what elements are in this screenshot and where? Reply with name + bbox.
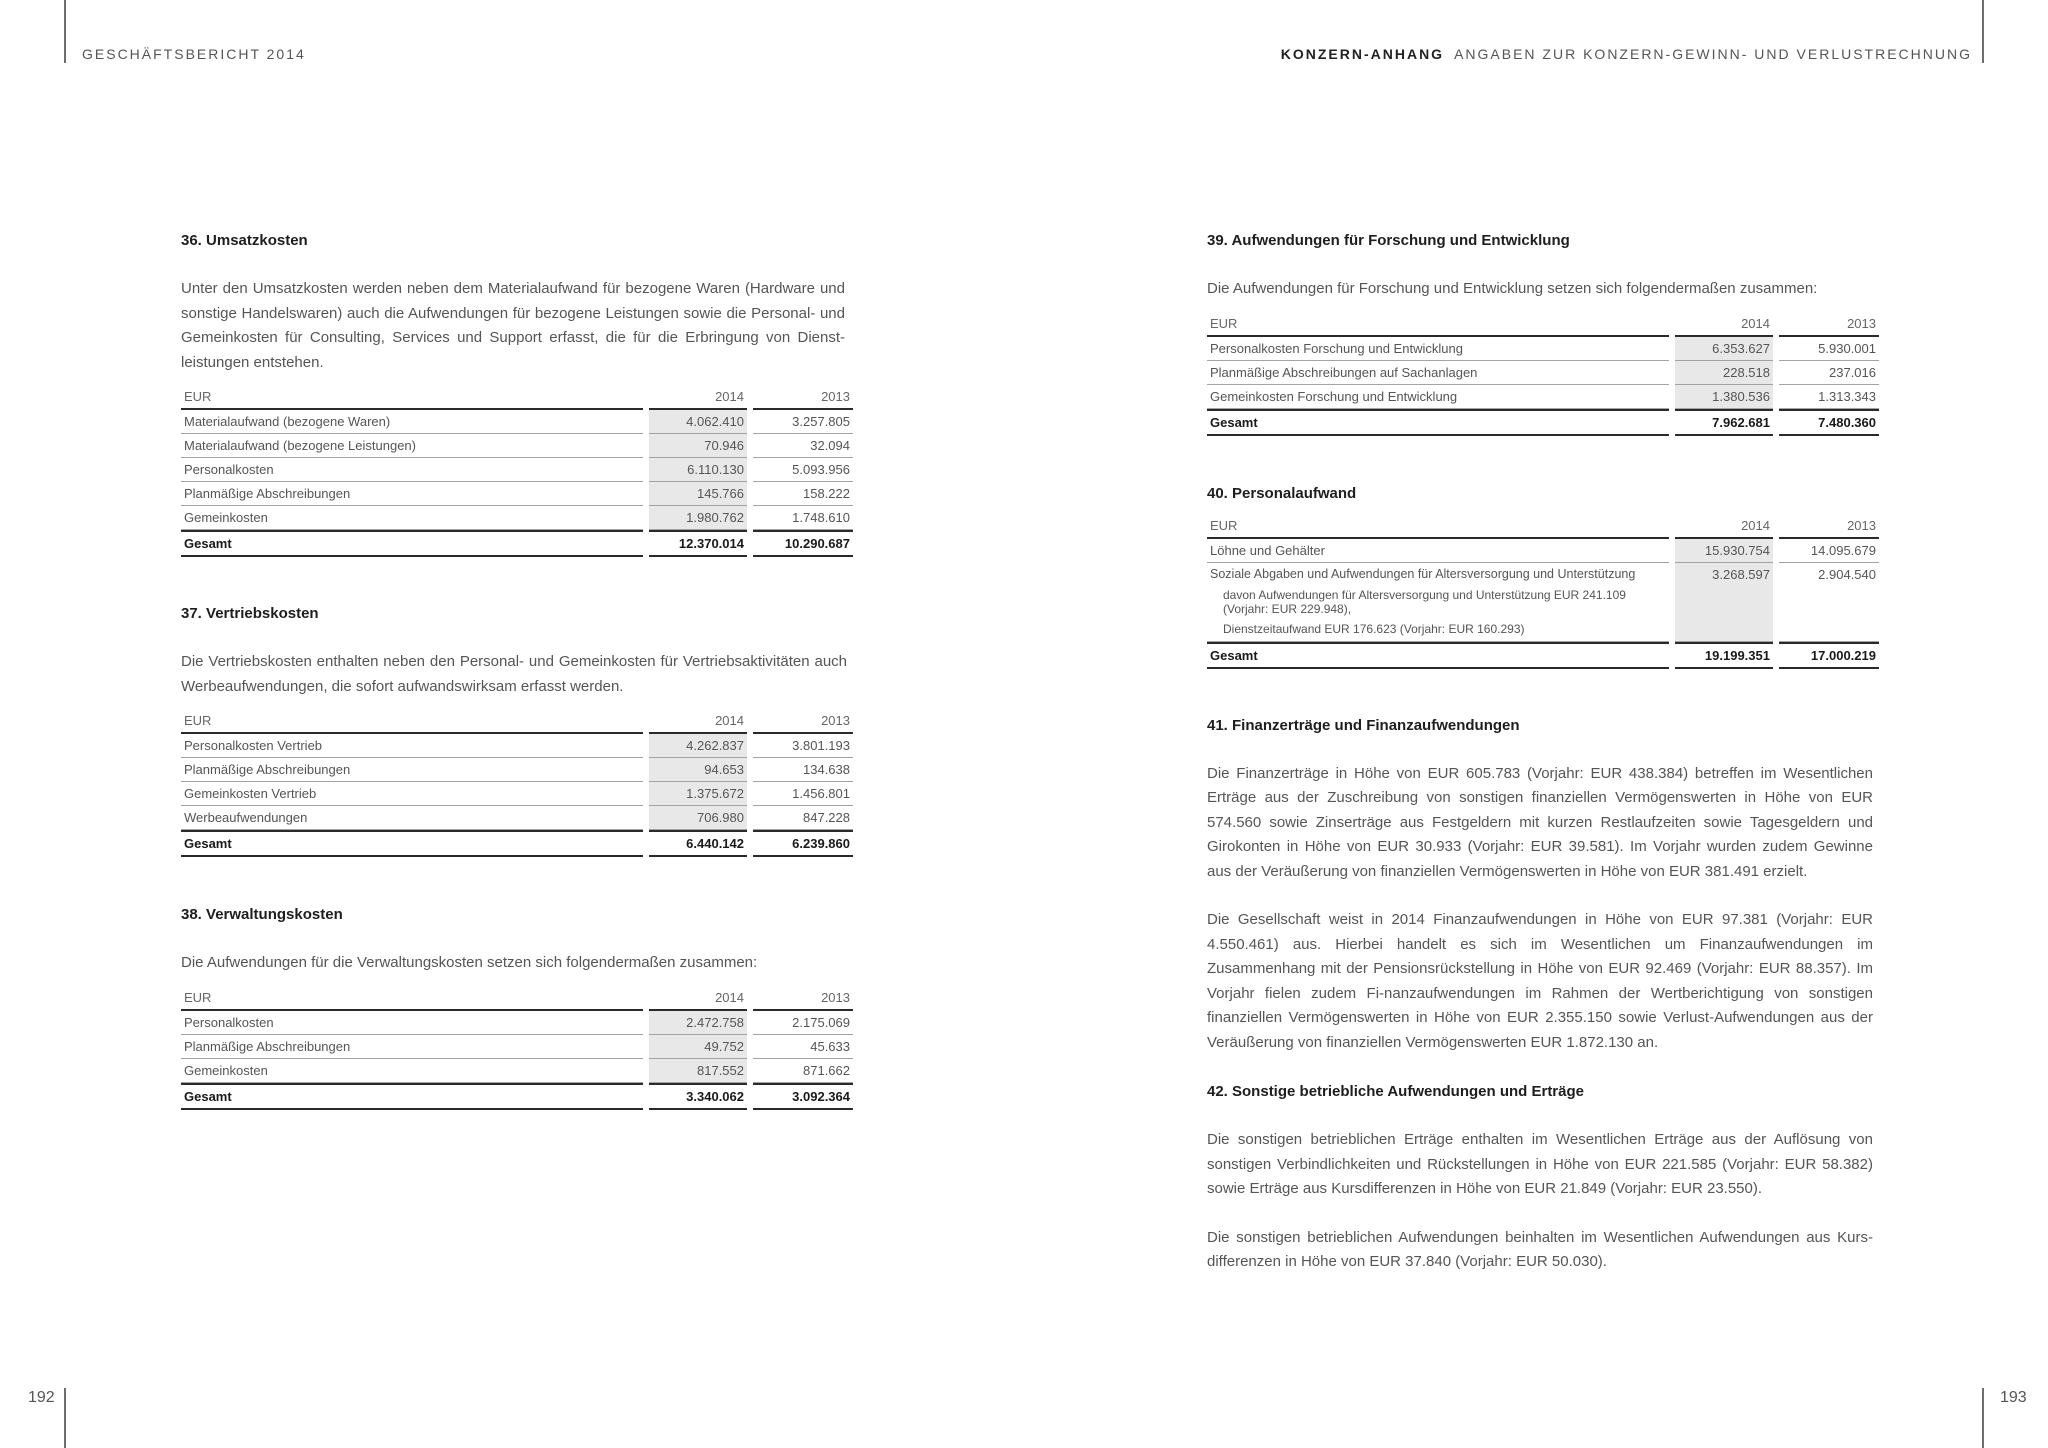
row-label: Personalkosten bbox=[181, 458, 643, 482]
value-2014: 145.766 bbox=[649, 482, 747, 506]
section-36-title: 36. Umsatzkosten bbox=[181, 232, 308, 249]
running-header-left: GESCHÄFTSBERICHT 2014 bbox=[82, 46, 306, 62]
table-total-row bbox=[181, 530, 853, 557]
table-row bbox=[1207, 563, 1879, 586]
table-row bbox=[181, 410, 853, 434]
row-label: Planmäßige Abschreibungen bbox=[181, 1035, 643, 1059]
table-row bbox=[181, 1035, 853, 1059]
table-subrow bbox=[1207, 586, 1879, 618]
value-2014: 70.946 bbox=[649, 434, 747, 458]
section-38-title: 38. Verwaltungskosten bbox=[181, 906, 343, 923]
section-40-title: 40. Personalaufwand bbox=[1207, 484, 1357, 502]
table-row bbox=[181, 758, 853, 782]
col-header-2014: 2014 bbox=[1675, 514, 1773, 539]
col-header-eur: EUR bbox=[181, 385, 643, 410]
row-sublabel: Dienstzeitaufwand EUR 176.623 (Vorjahr: EUR 160.293) bbox=[1207, 618, 1669, 642]
section-41-paragraph-1: Die Finanzerträge in Höhe von EUR 605.783 (Vorjahr: EUR 438.384) betreffen im Wesentlichen Erträge aus der Zuschreibung von sonstigen finanziellen Vermögenswerten in Höhe von EUR 574.560 sowie Zinserträge aus Festgeldern mit kurzen Restlaufzeiten sowie Tagesgeldern und Girokonten in Höhe von EUR 30.933 (Vorjahr: EUR 39.581). Im Vorjahr wurden zudem Gewinne aus der Veräußerung von finanziellen Vermögenswerten in Höhe von EUR 381.491 erzielt. bbox=[1207, 764, 1873, 880]
total-2013: 7.480.360 bbox=[1779, 409, 1879, 436]
row-label: Materialaufwand (bezogene Waren) bbox=[181, 410, 643, 434]
col-header-2014: 2014 bbox=[649, 385, 747, 410]
value-2014: 6.353.627 bbox=[1675, 337, 1773, 361]
table-row bbox=[181, 782, 853, 806]
row-label: Planmäßige Abschreibungen auf Sachanlagen bbox=[1207, 361, 1669, 385]
total-2014: 3.340.062 bbox=[649, 1083, 747, 1110]
col-header-2014: 2014 bbox=[1675, 312, 1773, 337]
value-2013: 3.801.193 bbox=[753, 734, 853, 758]
table-row bbox=[181, 458, 853, 482]
table-total-row bbox=[1207, 642, 1879, 669]
col-header-2013: 2013 bbox=[1779, 312, 1879, 337]
row-label: Gemeinkosten bbox=[181, 1059, 643, 1083]
value-2014: 6.110.130 bbox=[649, 458, 747, 482]
col-header-eur: EUR bbox=[181, 709, 643, 734]
table-forschung-entwicklung bbox=[1207, 312, 1879, 436]
table-row bbox=[181, 482, 853, 506]
table-header-row bbox=[181, 385, 853, 410]
total-2013: 6.239.860 bbox=[753, 830, 853, 857]
value-2013: 158.222 bbox=[753, 482, 853, 506]
row-label: Werbeaufwendungen bbox=[181, 806, 643, 830]
table-row bbox=[181, 1059, 853, 1083]
value-2013: 5.093.956 bbox=[753, 458, 853, 482]
value-2014: 228.518 bbox=[1675, 361, 1773, 385]
table-row bbox=[1207, 361, 1879, 385]
right-margin-line-top bbox=[1982, 0, 1984, 63]
page-number-right: 193 bbox=[2000, 1389, 2027, 1406]
row-label: Planmäßige Abschreibungen bbox=[181, 482, 643, 506]
table-header-row bbox=[181, 709, 853, 734]
table-header-row bbox=[181, 986, 853, 1011]
section-42-title: 42. Sonstige betriebliche Aufwendungen und Erträge bbox=[1207, 1083, 1584, 1100]
row-label: Materialaufwand (bezogene Leistungen) bbox=[181, 434, 643, 458]
table-umsatzkosten bbox=[181, 385, 853, 557]
col-header-2014: 2014 bbox=[649, 986, 747, 1011]
col-header-2013: 2013 bbox=[753, 385, 853, 410]
value-2014: 1.375.672 bbox=[649, 782, 747, 806]
right-margin-line-bottom bbox=[1982, 1388, 1984, 1448]
value-2014: 1.380.536 bbox=[1675, 385, 1773, 409]
total-2014: 6.440.142 bbox=[649, 830, 747, 857]
left-margin-line-bottom bbox=[64, 1388, 66, 1448]
table-header-row bbox=[1207, 514, 1879, 539]
value-2014: 4.262.837 bbox=[649, 734, 747, 758]
section-41-title: 41. Finanzerträge und Finanzaufwendungen bbox=[1207, 716, 1520, 734]
col-header-eur: EUR bbox=[181, 986, 643, 1011]
value-2014: 706.980 bbox=[649, 806, 747, 830]
value-2014: 817.552 bbox=[649, 1059, 747, 1083]
section-41-paragraph-2: Die Gesellschaft weist in 2014 Finanzaufwendungen in Höhe von EUR 97.381 (Vorjahr: EUR 4.550.461) aus. Hierbei handelt es sich im Wesentlichen um Finanzaufwendungen im Zusammenhang mit der Pensionsrückstellung in Höhe von EUR 92.469 (Vorjahr: EUR 88.357). Im Vorjahr fielen zudem Fi-nanzaufwendungen im Rahmen der Wertberichtigung von sonstigen finanziellen Vermögenswerten in Höhe von EUR 2.355.150 sowie Verlust-Aufwendungen aus der Veräußerung von finanziellen Vermögenswerten EUR 1.872.130 an. bbox=[1207, 911, 1873, 1051]
value-2014: 15.930.754 bbox=[1675, 539, 1773, 563]
value-2014: 4.062.410 bbox=[649, 410, 747, 434]
section-39-text: Die Aufwendungen für Forschung und Entwicklung setzen sich folgendermaßen zusammen: bbox=[1207, 280, 1818, 297]
row-label: Personalkosten bbox=[181, 1011, 643, 1035]
total-label: Gesamt bbox=[1207, 409, 1669, 436]
left-margin-line-top bbox=[64, 0, 66, 63]
total-2014: 7.962.681 bbox=[1675, 409, 1773, 436]
row-label: Personalkosten Vertrieb bbox=[181, 734, 643, 758]
running-header-section: KONZERN-ANHANG bbox=[1280, 46, 1445, 62]
value-2014: 1.980.762 bbox=[649, 506, 747, 530]
running-header-right bbox=[1281, 46, 1972, 62]
value-2013: 2.904.540 bbox=[1818, 566, 1876, 582]
value-2013: 3.257.805 bbox=[753, 410, 853, 434]
total-label: Gesamt bbox=[1207, 642, 1669, 669]
value-2014: 49.752 bbox=[649, 1035, 747, 1059]
value-2013: 237.016 bbox=[1779, 361, 1879, 385]
section-36-text: Unter den Umsatzkosten werden neben dem Materialaufwand für bezogene Waren (Hardware und sonstige Handelswaren) auch die Aufwendungen für bezogene Leistungen sowie die Personal- und Gemeinkosten für Consulting, Services und Support erfasst, die für die Erbringung von Dienst-leistungen entstehen. bbox=[181, 280, 845, 371]
value-2013: 2.175.069 bbox=[753, 1011, 853, 1035]
value-2013: 1.313.343 bbox=[1779, 385, 1879, 409]
table-row bbox=[181, 734, 853, 758]
col-header-2013: 2013 bbox=[753, 709, 853, 734]
section-39-title: 39. Aufwendungen für Forschung und Entwicklung bbox=[1207, 232, 1570, 249]
value-2013: 5.930.001 bbox=[1779, 337, 1879, 361]
right-column bbox=[1207, 231, 1876, 1275]
section-37-text: Die Vertriebskosten enthalten neben den Personal- und Gemeinkosten für Vertriebsaktivitäten auch Werbeaufwendungen, die sofort aufwandswirksam erfasst werden. bbox=[181, 653, 847, 695]
left-column bbox=[181, 231, 850, 1110]
table-subrow bbox=[1207, 618, 1879, 642]
table-verwaltungskosten bbox=[181, 986, 853, 1110]
col-header-2013: 2013 bbox=[753, 986, 853, 1011]
total-2014: 19.199.351 bbox=[1675, 642, 1773, 669]
table-row bbox=[181, 506, 853, 530]
value-2014: 3.268.597 bbox=[1675, 563, 1773, 586]
col-header-2013: 2013 bbox=[1779, 514, 1879, 539]
table-row bbox=[1207, 539, 1879, 563]
col-header-eur: EUR bbox=[1207, 514, 1669, 539]
page-number-left: 192 bbox=[28, 1389, 55, 1406]
value-2014: 2.472.758 bbox=[649, 1011, 747, 1035]
value-2013: 45.633 bbox=[753, 1035, 853, 1059]
value-2013: 32.094 bbox=[753, 434, 853, 458]
table-personalaufwand bbox=[1207, 514, 1879, 669]
row-label: Soziale Abgaben und Aufwendungen für Altersversorgung und Unterstützung bbox=[1210, 567, 1636, 581]
total-2013: 17.000.219 bbox=[1779, 642, 1879, 669]
table-total-row bbox=[1207, 409, 1879, 436]
table-row bbox=[1207, 385, 1879, 409]
table-row bbox=[181, 434, 853, 458]
value-2013: 1.748.610 bbox=[753, 506, 853, 530]
value-2013: 871.662 bbox=[753, 1059, 853, 1083]
row-label: Gemeinkosten Forschung und Entwicklung bbox=[1207, 385, 1669, 409]
section-42-paragraph-1: Die sonstigen betrieblichen Erträge enthalten im Wesentlichen Erträge aus der Auflösung von sonstigen Verbindlichkeiten und Rückstellungen in Höhe von EUR 221.585 (Vorjahr: EUR 58.382) sowie Erträge aus Kursdifferenzen in Höhe von EUR 21.849 (Vorjahr: EUR 23.550). bbox=[1207, 1131, 1873, 1197]
col-header-2014: 2014 bbox=[649, 709, 747, 734]
section-38-text: Die Aufwendungen für die Verwaltungskosten setzen sich folgendermaßen zusammen: bbox=[181, 954, 758, 971]
row-label: Löhne und Gehälter bbox=[1207, 539, 1669, 563]
table-row bbox=[181, 1011, 853, 1035]
total-2014: 12.370.014 bbox=[649, 530, 747, 557]
total-2013: 3.092.364 bbox=[753, 1083, 853, 1110]
row-label: Gemeinkosten Vertrieb bbox=[181, 782, 643, 806]
total-2013: 10.290.687 bbox=[753, 530, 853, 557]
row-label: Personalkosten Forschung und Entwicklung bbox=[1207, 337, 1669, 361]
table-row bbox=[181, 806, 853, 830]
col-header-eur: EUR bbox=[1207, 312, 1669, 337]
table-vertriebskosten bbox=[181, 709, 853, 857]
row-label: Gemeinkosten bbox=[181, 506, 643, 530]
total-label: Gesamt bbox=[181, 830, 643, 857]
value-2013: 134.638 bbox=[753, 758, 853, 782]
value-2013: 847.228 bbox=[753, 806, 853, 830]
total-label: Gesamt bbox=[181, 1083, 643, 1110]
section-37-title: 37. Vertriebskosten bbox=[181, 605, 319, 622]
table-row bbox=[1207, 337, 1879, 361]
row-label: Planmäßige Abschreibungen bbox=[181, 758, 643, 782]
table-header-row bbox=[1207, 312, 1879, 337]
running-header-subtitle: ANGABEN ZUR KONZERN-GEWINN- UND VERLUSTRECHNUNG bbox=[1454, 46, 1972, 62]
row-sublabel: davon Aufwendungen für Altersversorgung und Unterstützung EUR 241.109 (Vorjahr: EUR 229.948), bbox=[1223, 587, 1626, 616]
total-label: Gesamt bbox=[181, 530, 643, 557]
value-2014: 94.653 bbox=[649, 758, 747, 782]
value-2013: 14.095.679 bbox=[1779, 539, 1879, 563]
table-total-row bbox=[181, 1083, 853, 1110]
table-total-row bbox=[181, 830, 853, 857]
section-42-paragraph-2: Die sonstigen betrieblichen Aufwendungen beinhalten im Wesentlichen Aufwendungen aus Kurs-differenzen in Höhe von EUR 37.840 (Vorjahr: EUR 50.030). bbox=[1207, 1228, 1873, 1270]
value-2013: 1.456.801 bbox=[753, 782, 853, 806]
